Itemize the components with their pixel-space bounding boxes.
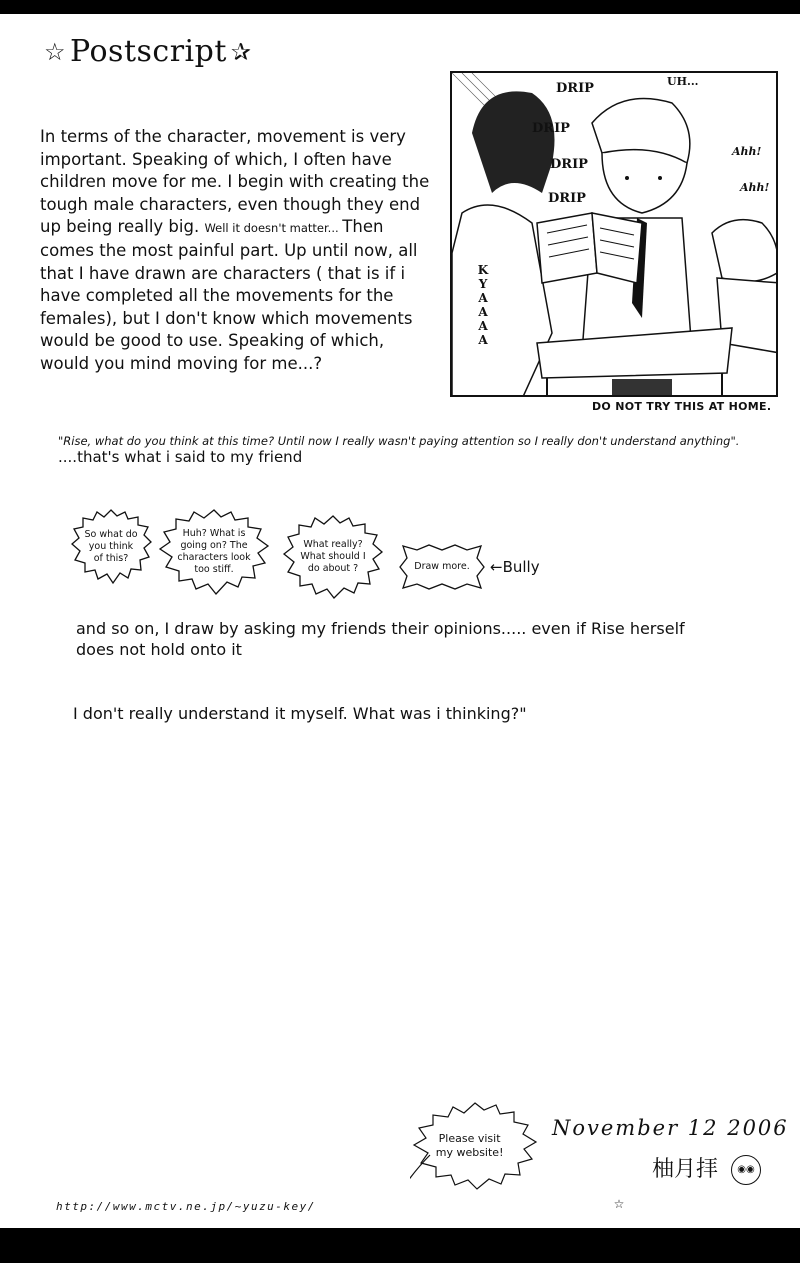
bubble-text-1: So what do you think of this? (84, 529, 138, 564)
quote-text: "Rise, what do you think at this time? Until now I really wasn't paying attention so I really don't understand anything". (58, 434, 740, 448)
intro-text-1: In terms of the character, movement is very important. Speaking of which, I often have children move for me. I begin with creating the tough male characters, even though they end up being really big. (40, 127, 430, 237)
intro-paragraph (40, 126, 432, 376)
bully-text: Bully (502, 558, 540, 576)
website-bubble-text: Please visit my website! (435, 1132, 504, 1159)
speech-bubble-1 (70, 508, 152, 586)
speech-bubble-2 (158, 508, 270, 596)
bubble-text-4: Draw more. (414, 561, 470, 572)
star-icon: ✰ (230, 37, 252, 66)
panel-caption: DO NOT TRY THIS AT HOME. (592, 400, 772, 413)
bubble-text-3: What really? What should I do about ? (300, 539, 366, 574)
speech-bubble-4 (397, 542, 487, 592)
intro-text-2: Then comes the most painful part. Up until now, all that I have drawn are characters ( that is if i have completed all the movements for the females), but I don't know which movements would be good to use. Speaking of which, would you mind moving for me...? (40, 217, 418, 373)
sfx-drip-2: DRIP (532, 121, 570, 136)
website-bubble (410, 1100, 625, 1211)
star-icon: ☆ (44, 37, 67, 66)
sfx-drip-1: DRIP (556, 81, 594, 96)
manga-illustration (452, 73, 778, 397)
bully-label (490, 558, 540, 576)
friend-line: ....that's what i said to my friend (58, 448, 303, 466)
paragraph-3: I don't really understand it myself. What was i thinking?" (73, 704, 527, 723)
date-text: November 12 2006 (552, 1116, 789, 1140)
title-text: Postscript (70, 34, 227, 69)
sfx-kyaaaa: KYAAAA (476, 263, 490, 347)
speech-bubble-3 (282, 514, 384, 600)
paragraph-2: and so on, I draw by asking my friends their opinions..... even if Rise herself does not hold onto it (76, 619, 685, 659)
signature (652, 1152, 761, 1185)
bubble-text-2: Huh? What is going on? The characters look too stiff. (177, 528, 251, 575)
sfx-ahh-2: Ahh! (740, 181, 770, 194)
sfx-ahh-1: Ahh! (732, 145, 762, 158)
signature-text: 柚月拝 (652, 1157, 719, 1182)
face-doodle-icon: ◉◉ (731, 1155, 761, 1185)
sfx-drip-3: DRIP (550, 157, 588, 172)
sfx-uh: UH... (667, 75, 699, 88)
page-title (44, 34, 252, 69)
sfx-drip-4: DRIP (548, 191, 586, 206)
arrow-icon: ← (490, 558, 503, 576)
postscript-page (0, 14, 800, 1228)
website-url: http://www.mctv.ne.jp/~yuzu-key/ (56, 1200, 316, 1213)
manga-panel (450, 71, 778, 397)
intro-aside: Well it doesn't matter... (204, 221, 343, 236)
star-icon: ☆ (613, 1197, 625, 1211)
